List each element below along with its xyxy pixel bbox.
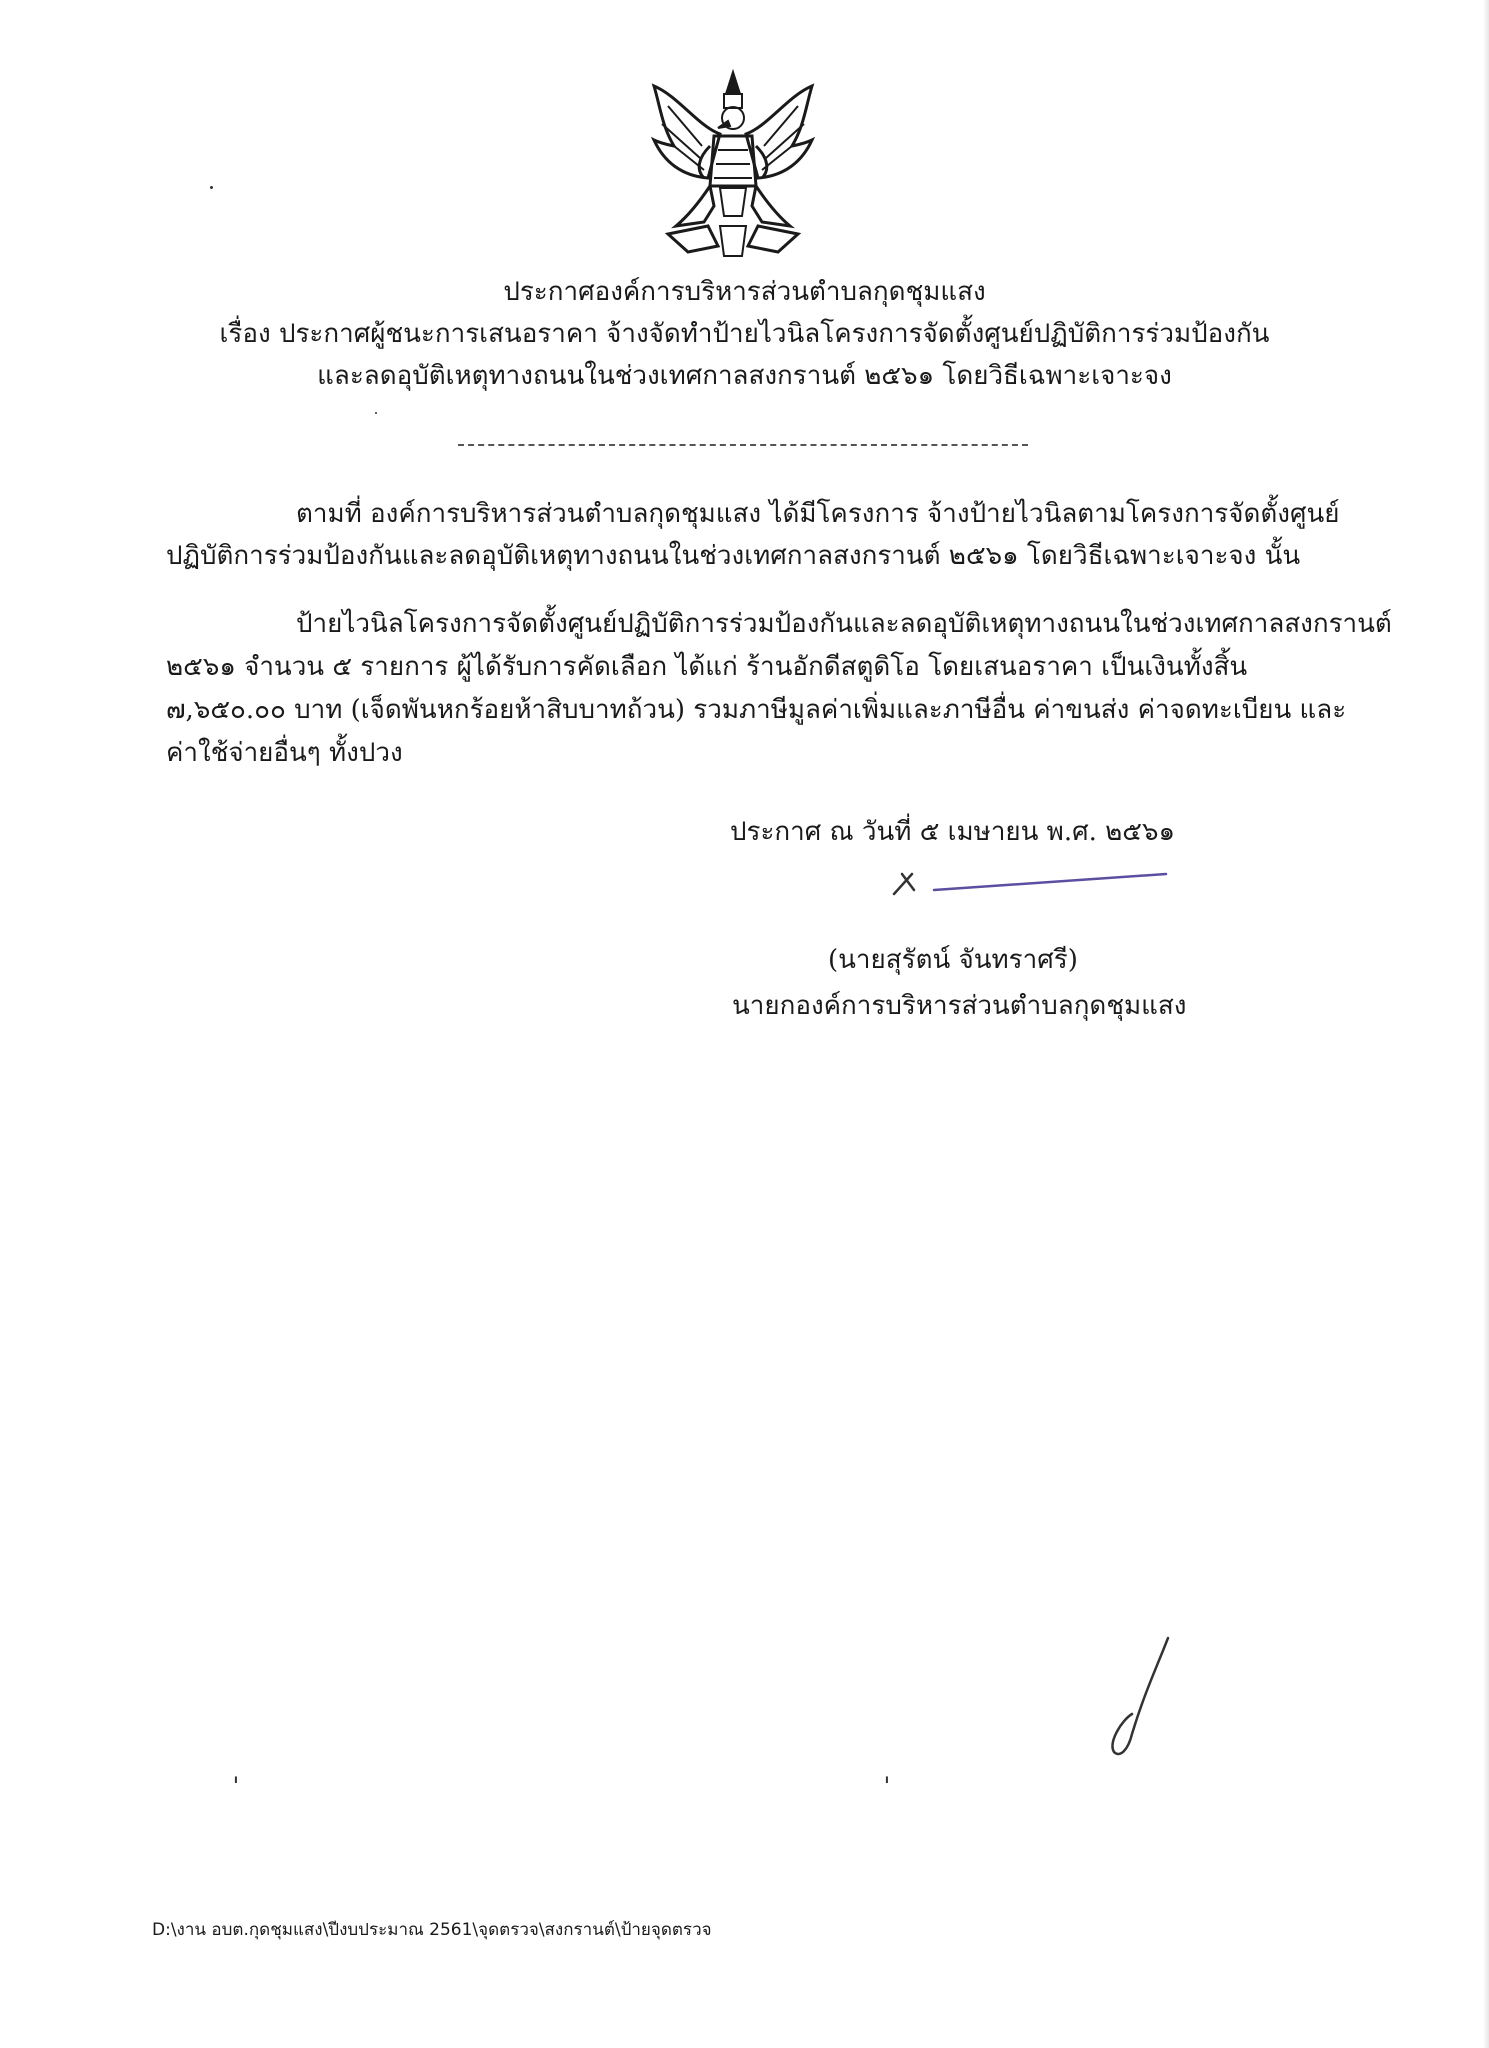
paragraph2-line2: ๒๕๖๑ จำนวน ๕ รายการ ผู้ได้รับการคัดเลือก ได้แก่ ร้านอักดีสตูดิโอ โดยเสนอราคา เป็นเงินทั้งสิ้น bbox=[166, 652, 1248, 682]
signatory-title: นายกองค์การบริหารส่วนตำบลกุดชุมแสง bbox=[732, 991, 1187, 1021]
dashed-divider bbox=[458, 444, 1028, 446]
paragraph1-line2: ปฏิบัติการร่วมป้องกันและลดอุบัติเหตุทางถนนในช่วงเทศกาลสงกรานต์ ๒๕๖๑ โดยวิธีเฉพาะเจาะจง นั้น bbox=[166, 541, 1301, 571]
subject-line: เรื่อง ประกาศผู้ชนะการเสนอราคา จ้างจัดทำป้ายไวนิลโครงการจัดตั้งศูนย์ปฏิบัติการร่วมป้องกัน bbox=[219, 319, 1270, 349]
subject-line-continued: และลดอุบัติเหตุทางถนนในช่วงเทศกาลสงกรานต์ ๒๕๖๑ โดยวิธีเฉพาะเจาะจง bbox=[317, 361, 1172, 391]
punch-mark-right: ˈ bbox=[883, 1772, 891, 1805]
speck bbox=[210, 186, 213, 189]
handwritten-signature bbox=[880, 868, 1180, 918]
page-edge-shadow bbox=[1483, 0, 1489, 2048]
signatory-name: (นายสุรัตน์ จันทราศรี) bbox=[828, 945, 1078, 975]
handwritten-initial bbox=[1098, 1634, 1178, 1764]
punch-mark-left: ˈ bbox=[232, 1772, 240, 1805]
file-path-footer: D:\งาน อบต.กุดชุมแสง\ปีงบประมาณ 2561\จุดตรวจ\สงกรานต์\ป้ายจุดตรวจ bbox=[152, 1920, 712, 1940]
paragraph1-line1: ตามที่ องค์การบริหารส่วนตำบลกุดชุมแสง ได้มีโครงการ จ้างป้ายไวนิลตามโครงการจัดตั้งศูนย์ bbox=[296, 499, 1340, 529]
garuda-emblem-icon bbox=[648, 66, 818, 261]
paragraph2-line1: ป้ายไวนิลโครงการจัดตั้งศูนย์ปฏิบัติการร่วมป้องกันและลดอุบัติเหตุทางถนนในช่วงเทศกาลสงกรานต์ bbox=[296, 609, 1392, 639]
paragraph2-line3: ๗,๖๕๐.๐๐ บาท (เจ็ดพันหกร้อยห้าสิบบาทถ้วน) รวมภาษีมูลค่าเพิ่มและภาษีอื่น ค่าขนส่ง ค่าจดทะเบียน และ bbox=[166, 695, 1347, 725]
announcement-date: ประกาศ ณ วันที่ ๕ เมษายน พ.ศ. ๒๕๖๑ bbox=[730, 817, 1175, 847]
announcement-heading: ประกาศองค์การบริหารส่วนตำบลกุดชุมแสง bbox=[503, 277, 986, 307]
paragraph2-line4: ค่าใช้จ่ายอื่นๆ ทั้งปวง bbox=[166, 738, 403, 768]
speck bbox=[375, 412, 377, 414]
